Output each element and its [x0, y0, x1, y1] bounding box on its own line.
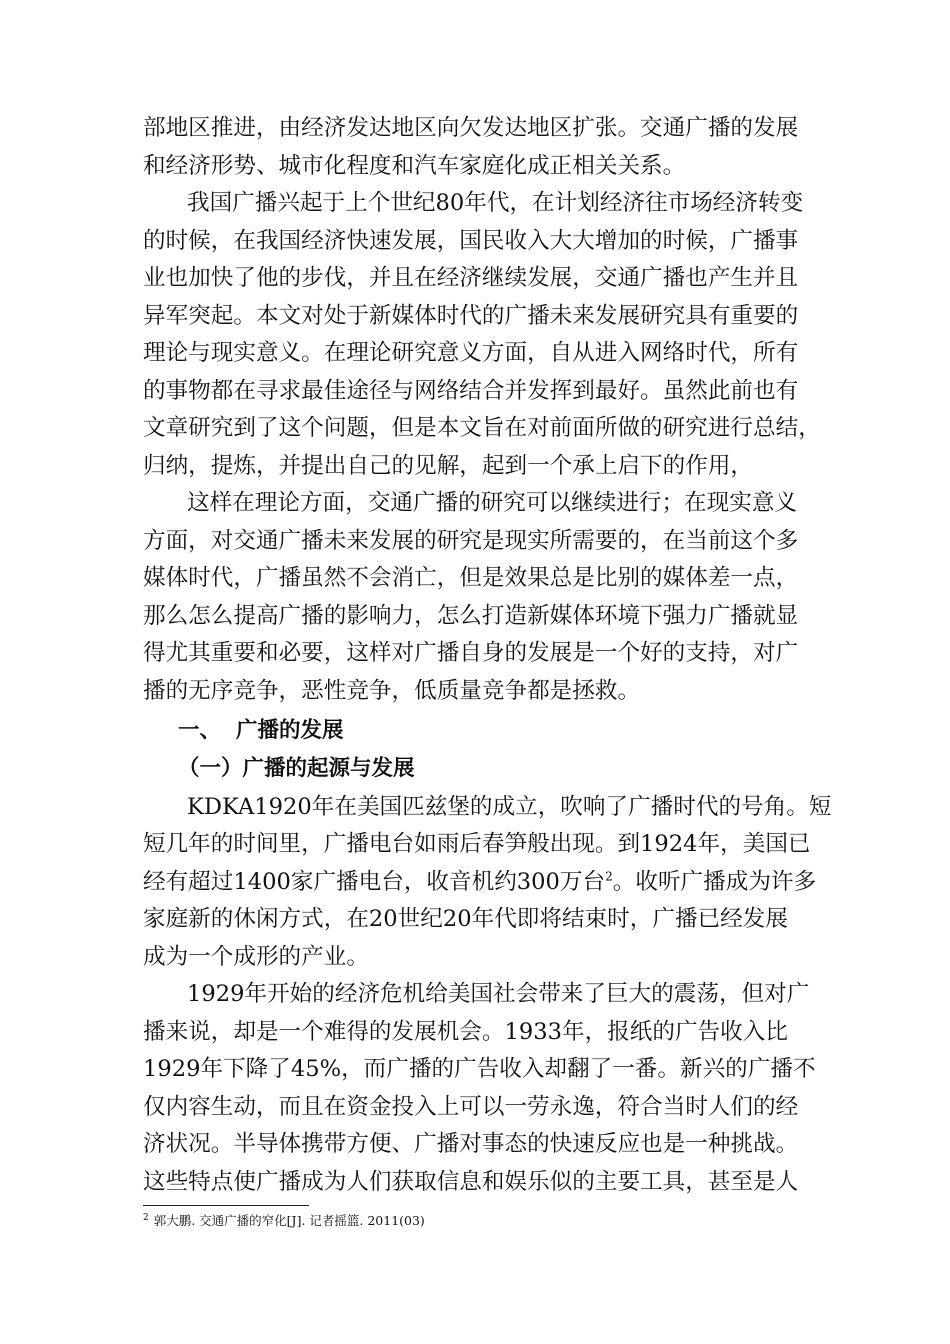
footnote-reference[interactable]: 2 — [605, 868, 613, 883]
footnote-text: 郭大鹏. 交通广播的窄化[J]. 记者摇篮. 2011(03) — [153, 1213, 425, 1228]
body-line: 理论与现实意义。在理论研究意义方面，自从进入网络时代，所有 — [143, 340, 799, 366]
body-text: 经有超过1400家广播电台，收音机约300万台 — [143, 868, 606, 895]
body-line: 济状况。半导体携带方便、广播对事态的快速反应也是一种挑战。 — [143, 1131, 799, 1157]
body-line: 异军突起。本文对处于新媒体时代的广播未来发展研究具有重要的 — [143, 302, 799, 329]
body-line: 这样在理论方面，交通广播的研究可以继续进行；在现实意义 — [187, 490, 798, 516]
body-line: 1929年下降了45%，而广播的广告收入却翻了一番。新兴的广播不 — [143, 1056, 816, 1082]
body-line — [143, 866, 816, 898]
body-line: 仅内容生动，而且在资金投入上可以一劳永逸，符合当时人们的经 — [143, 1093, 799, 1120]
body-line: 媒体时代，广播虽然不会消亡，但是效果总是比别的媒体差一点， — [143, 565, 799, 591]
body-line: 的事物都在寻求最佳途径与网络结合并发挥到最好。虽然此前也有 — [143, 377, 799, 404]
body-line: KDKA1920年在美国匹兹堡的成立，吹响了广播时代的号角。短 — [187, 793, 832, 820]
body-line: 归纳，提炼，并提出自己的见解，起到一个承上启下的作用， — [143, 452, 754, 479]
body-line: 我国广播兴起于上个世纪80年代，在计划经济往市场经济转变 — [187, 190, 804, 216]
footnote — [143, 1213, 425, 1229]
footnote-divider — [143, 1205, 309, 1206]
body-line: 播来说，却是一个难得的发展机会。1933年，报纸的广告收入比 — [143, 1018, 788, 1045]
section-heading: 一、 广播的发展 — [178, 717, 344, 743]
body-line: 成为一个成形的产业。 — [143, 943, 369, 970]
body-line: 这些特点使广播成为人们获取信息和娱乐似的主要工具，甚至是人 — [143, 1168, 799, 1195]
body-line: 得尤其重要和必要，这样对广播自身的发展是一个好的支持，对广 — [143, 640, 799, 666]
body-line: 和经济形势、城市化程度和汽车家庭化成正相关关系。 — [143, 152, 686, 179]
footnote-mark: 2 — [143, 1212, 149, 1223]
body-line: 的时候，在我国经济快速发展，国民收入大大增加的时候，广播事 — [143, 227, 799, 254]
body-line: 业也加快了他的步伐，并且在经济继续发展，交通广播也产生并且 — [143, 265, 799, 291]
body-line: 那么怎么提高广播的影响力，怎么打造新媒体环境下强力广播就显 — [143, 602, 799, 629]
subsection-heading: （一）广播的起源与发展 — [178, 755, 415, 781]
body-line: 部地区推进，由经济发达地区向欠发达地区扩张。交通广播的发展 — [143, 115, 799, 141]
body-line: 方面，对交通广播未来发展的研究是现实所需要的，在当前这个多 — [143, 527, 799, 554]
body-line: 文章研究到了这个问题，但是本文旨在对前面所做的研究进行总结， — [143, 415, 821, 441]
body-line: 播的无序竞争，恶性竞争，低质量竞争都是拯救。 — [143, 677, 641, 704]
body-line: 短几年的时间里，广播电台如雨后春笋般出现。到1924年，美国已 — [143, 831, 811, 857]
body-line: 家庭新的休闲方式，在20世纪20年代即将结束时，广播已经发展 — [143, 906, 788, 932]
body-text: 。收听广播成为许多 — [612, 868, 817, 895]
body-line: 1929年开始的经济危机给美国社会带来了巨大的震荡，但对广 — [187, 981, 810, 1007]
